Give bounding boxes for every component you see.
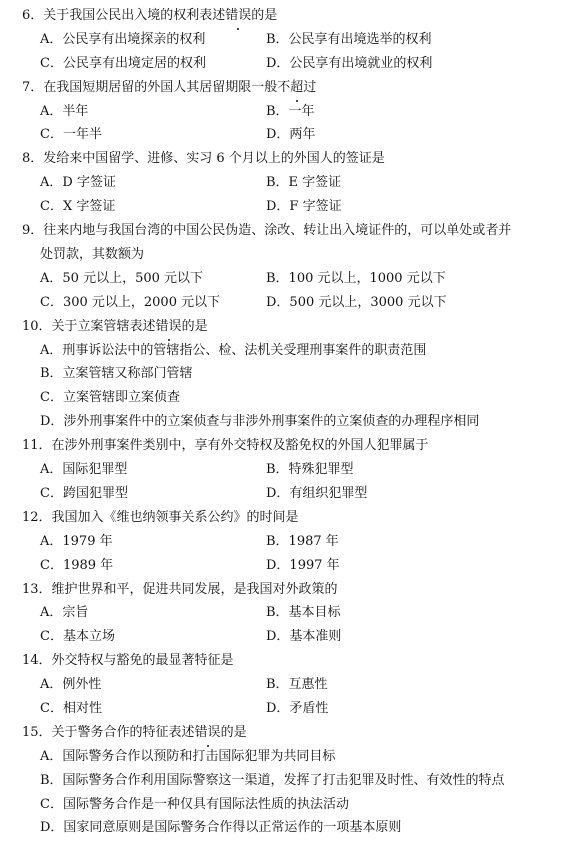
stem-text: 13．维护世界和平，促进共同发展，是我国对外政策的 xyxy=(22,581,338,597)
question-item xyxy=(0,219,572,315)
option-row xyxy=(0,100,572,124)
option-item: D．基本准则 xyxy=(266,629,342,645)
question-item xyxy=(0,578,572,650)
option-item: A．国际警务合作以预防和打击国际犯罪为共同目标 xyxy=(40,748,336,764)
option-item: D．500 元以上，3000 元以下 xyxy=(266,294,447,310)
option-row xyxy=(0,52,572,76)
option-row xyxy=(0,195,572,219)
option-row xyxy=(0,769,572,793)
question-stem xyxy=(0,721,572,745)
question-stem xyxy=(0,506,572,530)
option-item: D．公民享有出境就业的权利 xyxy=(266,55,433,71)
stem-text: 10．关于立案管辖表述 xyxy=(22,318,156,334)
option-row xyxy=(0,530,572,554)
emphasis-text: 错误 xyxy=(195,721,221,745)
question-item xyxy=(0,147,572,219)
option-item: C．X 字签证 xyxy=(40,199,116,215)
question-stem xyxy=(0,219,572,243)
option-row xyxy=(0,410,572,434)
question-item xyxy=(0,76,572,148)
option-item: B．立案管辖又称部门管辖 xyxy=(40,366,193,382)
question-stem xyxy=(0,578,572,602)
option-item: A．50 元以上，500 元以下 xyxy=(40,270,204,286)
option-item: A．例外性 xyxy=(40,677,102,693)
stem-text-tail: 的是 xyxy=(220,724,247,740)
option-item: C．公民享有出境定居的权利 xyxy=(40,55,206,71)
question-item xyxy=(0,506,572,578)
option-item: A．宗旨 xyxy=(40,605,89,621)
option-item: A．半年 xyxy=(40,103,89,119)
option-row xyxy=(0,171,572,195)
option-row xyxy=(0,673,572,697)
option-item: B．特殊犯罪型 xyxy=(266,462,354,478)
question-item xyxy=(0,434,572,506)
stem-text: 12．我国加入《维也纳领事关系公约》的时间是 xyxy=(22,509,299,525)
stem-text-tail: 的是 xyxy=(251,8,278,23)
option-row xyxy=(0,745,572,769)
option-item: C．1989 年 xyxy=(40,557,114,573)
exam-page xyxy=(0,4,572,840)
question-stem xyxy=(0,76,572,100)
option-item: D．两年 xyxy=(266,127,316,143)
stem-text: 6．关于我国公民出入境的权利表述 xyxy=(22,8,226,23)
option-item: A．D 字签证 xyxy=(40,175,116,191)
emphasis-text: 不超过 xyxy=(277,76,316,100)
option-item: D．矛盾性 xyxy=(266,700,329,716)
option-item: B．一年 xyxy=(266,103,315,119)
question-item xyxy=(0,649,572,721)
option-item: D．F 字签证 xyxy=(266,199,342,215)
option-item: A．国际犯罪型 xyxy=(40,462,128,478)
option-row xyxy=(0,458,572,482)
option-item: C．国际警务合作是一种仅具有国际法性质的执法活动 xyxy=(40,796,349,812)
option-row xyxy=(0,625,572,649)
option-item: C．立案管辖即立案侦查 xyxy=(40,390,180,406)
option-item: C．300 元以上，2000 元以下 xyxy=(40,294,221,310)
option-item: D．涉外刑事案件中的立案侦查与非涉外刑事案件的立案侦查的办理程序相同 xyxy=(40,414,480,430)
stem-text-tail: 的是 xyxy=(181,318,208,334)
option-item: D．1997 年 xyxy=(266,557,340,573)
question-stem xyxy=(0,434,572,458)
question-stem xyxy=(0,649,572,673)
option-row xyxy=(0,28,572,52)
option-item: A．公民享有出境探亲的权利 xyxy=(40,31,206,47)
stem-text: 15．关于警务合作的特征表述 xyxy=(22,724,195,740)
option-item: A．刑事诉讼法中的管辖指公、检、法机关受理刑事案件的职责范围 xyxy=(40,342,427,358)
question-stem xyxy=(0,147,572,171)
option-item: B．1987 年 xyxy=(266,533,339,549)
option-item: B．基本目标 xyxy=(266,605,341,621)
emphasis-text: 错误 xyxy=(225,4,251,28)
option-item: D．国家同意原则是国际警务合作得以正常运作的一项基本原则 xyxy=(40,820,402,836)
option-row xyxy=(0,697,572,721)
question-stem-continued: 处罚款，其数额为 xyxy=(40,246,145,262)
option-row xyxy=(0,339,572,363)
option-row xyxy=(0,123,572,147)
question-stem xyxy=(0,4,572,28)
option-row xyxy=(0,291,572,315)
option-item: B．E 字签证 xyxy=(266,175,342,191)
option-row xyxy=(0,267,572,291)
option-item: C．相对性 xyxy=(40,700,102,716)
question-item xyxy=(0,4,572,76)
stem-text: 11．在涉外刑事案件类别中，享有外交特权及豁免权的外国人犯罪属于 xyxy=(22,438,429,454)
option-row xyxy=(0,362,572,386)
option-row xyxy=(0,482,572,506)
option-item: C．一年半 xyxy=(40,127,102,143)
option-item: B．国际警务合作利用国际警察这一渠道，发挥了打击犯罪及时性、有效性的特点 xyxy=(40,772,505,788)
option-row xyxy=(0,386,572,410)
option-item: C．基本立场 xyxy=(40,629,115,645)
stem-text: 8．发给来中国留学、进修、实习 6 个月以上的外国人的签证是 xyxy=(22,151,385,167)
option-row xyxy=(0,601,572,625)
option-item: B．互惠性 xyxy=(266,677,328,693)
question-item xyxy=(0,721,572,840)
stem-text: 9．往来内地与我国台湾的中国公民伪造、涂改、转让出入境证件的，可以单处或者并 xyxy=(22,223,512,239)
option-item: B．100 元以上，1000 元以下 xyxy=(266,270,446,286)
option-item: B．公民享有出境选举的权利 xyxy=(266,31,432,47)
option-row xyxy=(0,554,572,578)
stem-text: 14．外交特权与豁免的最显著特征是 xyxy=(22,653,234,669)
option-item: A．1979 年 xyxy=(40,533,113,549)
question-stem xyxy=(0,315,572,339)
emphasis-text: 错误 xyxy=(156,315,182,339)
option-item: C．跨国犯罪型 xyxy=(40,485,128,501)
stem-text: 7．在我国短期居留的外国人其居留期限一般 xyxy=(22,79,278,95)
option-item: D．有组织犯罪型 xyxy=(266,485,368,501)
option-row xyxy=(0,793,572,817)
question-item xyxy=(0,315,572,434)
option-row xyxy=(0,816,572,840)
